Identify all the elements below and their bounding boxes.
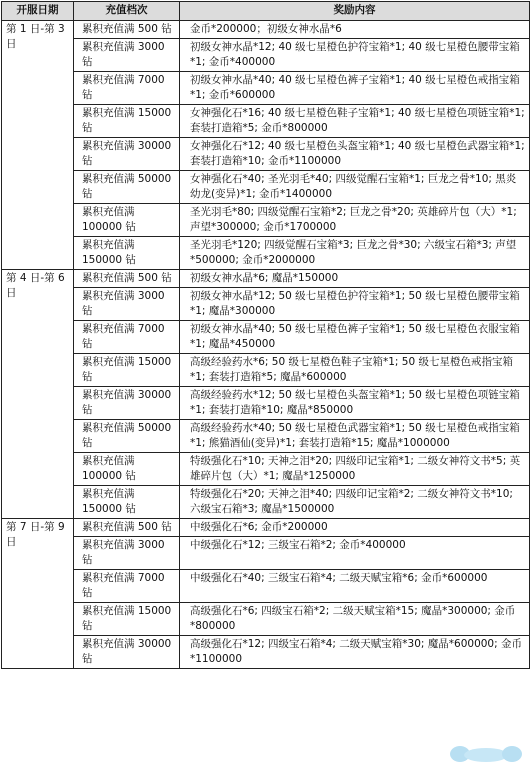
open-date-cell: 第 7 日-第 9 日 (2, 519, 74, 669)
tier-cell: 累积充值满 3000 钻 (74, 288, 180, 321)
reward-cell: 中级强化石*6; 金币*200000 (180, 519, 530, 537)
reward-cell: 女神强化石*40; 圣光羽毛*40; 四级觉醒石宝箱*1; 巨龙之骨*10; 黑炎幼龙(变异)*1; 金币*1400000 (180, 171, 530, 204)
reward-cell: 中级强化石*12; 三级宝石箱*2; 金币*400000 (180, 537, 530, 570)
reward-cell: 金币*200000；初级女神水晶*6 (180, 21, 530, 39)
table-row (2, 39, 530, 72)
header-reward: 奖励内容 (180, 2, 530, 21)
tier-cell: 累积充值满 150000 钻 (74, 237, 180, 270)
table-row (2, 636, 530, 669)
table-row (2, 21, 530, 39)
tier-cell: 累积充值满 100000 钻 (74, 204, 180, 237)
reward-table (1, 1, 530, 669)
header-tier: 充值档次 (74, 2, 180, 21)
table-row (2, 354, 530, 387)
reward-cell: 初级女神水晶*40; 40 级七星橙色裤子宝箱*1; 40 级七星橙色戒指宝箱*1; 金币*600000 (180, 72, 530, 105)
tier-cell: 累积充值满 7000 钻 (74, 72, 180, 105)
table-row (2, 486, 530, 519)
header-row (2, 2, 530, 21)
open-date-cell: 第 4 日-第 6 日 (2, 270, 74, 519)
reward-cell: 高级经验药水*12; 50 级七星橙色头盔宝箱*1; 50 级七星橙色项链宝箱*1; 套装打造箱*10; 魔晶*850000 (180, 387, 530, 420)
reward-cell: 女神强化石*12; 40 级七星橙色头盔宝箱*1; 40 级七星橙色武器宝箱*1; 套装打造箱*10; 金币*1100000 (180, 138, 530, 171)
tier-cell: 累积充值满 500 钻 (74, 519, 180, 537)
table-row (2, 570, 530, 603)
reward-cell: 特级强化石*10; 天神之泪*20; 四级印记宝箱*1; 二级女神符文书*5; 英雄碎片包（大）*1; 魔晶*1250000 (180, 453, 530, 486)
header-date: 开服日期 (2, 2, 74, 21)
table-row (2, 420, 530, 453)
reward-cell: 高级经验药水*6; 50 级七星橙色鞋子宝箱*1; 50 级七星橙色戒指宝箱*1; 套装打造箱*5; 魔晶*600000 (180, 354, 530, 387)
table-row (2, 270, 530, 288)
reward-cell: 圣光羽毛*120; 四级觉醒石宝箱*3; 巨龙之骨*30; 六级宝石箱*3; 声望*500000; 金币*2000000 (180, 237, 530, 270)
tier-cell: 累积充值满 500 钻 (74, 270, 180, 288)
table-row (2, 105, 530, 138)
table-row (2, 72, 530, 105)
tier-cell: 累积充值满 15000 钻 (74, 603, 180, 636)
reward-cell: 圣光羽毛*80; 四级觉醒石宝箱*2; 巨龙之骨*20; 英雄碎片包（大）*1; 声望*300000; 金币*1700000 (180, 204, 530, 237)
tier-cell: 累积充值满 30000 钻 (74, 387, 180, 420)
tier-cell: 累积充值满 50000 钻 (74, 420, 180, 453)
reward-cell: 初级女神水晶*40; 50 级七星橙色裤子宝箱*1; 50 级七星橙色衣服宝箱*1; 魔晶*450000 (180, 321, 530, 354)
reward-cell: 初级女神水晶*12; 50 级七星橙色护符宝箱*1; 50 级七星橙色腰带宝箱*1; 魔晶*300000 (180, 288, 530, 321)
tier-cell: 累积充值满 7000 钻 (74, 321, 180, 354)
table-row (2, 237, 530, 270)
table-row (2, 288, 530, 321)
table-row (2, 519, 530, 537)
reward-cell: 高级强化石*6; 四级宝石箱*2; 二级天赋宝箱*15; 魔晶*300000; 金币*800000 (180, 603, 530, 636)
table-row (2, 171, 530, 204)
tier-cell: 累积充值满 50000 钻 (74, 171, 180, 204)
reward-cell: 高级强化石*12; 四级宝石箱*4; 二级天赋宝箱*30; 魔晶*600000; 金币*1100000 (180, 636, 530, 669)
tier-cell: 累积充值满 150000 钻 (74, 486, 180, 519)
reward-cell: 特级强化石*20; 天神之泪*40; 四级印记宝箱*2; 二级女神符文书*10; 六级宝石箱*3; 魔晶*1500000 (180, 486, 530, 519)
table-row (2, 453, 530, 486)
table-row (2, 537, 530, 570)
tier-cell: 累积充值满 3000 钻 (74, 39, 180, 72)
tier-cell: 累积充值满 100000 钻 (74, 453, 180, 486)
reward-cell: 初级女神水晶*12; 40 级七星橙色护符宝箱*1; 40 级七星橙色腰带宝箱*1; 金币*400000 (180, 39, 530, 72)
table-row (2, 321, 530, 354)
open-date-cell: 第 1 日-第 3 日 (2, 21, 74, 270)
table-row (2, 138, 530, 171)
reward-cell: 女神强化石*16; 40 级七星橙色鞋子宝箱*1; 40 级七星橙色项链宝箱*1; 套装打造箱*5; 金币*800000 (180, 105, 530, 138)
site-logo-watermark (446, 743, 524, 765)
tier-cell: 累积充值满 30000 钻 (74, 138, 180, 171)
table-row (2, 387, 530, 420)
reward-cell: 高级经验药水*40; 50 级七星橙色武器宝箱*1; 50 级七星橙色戒指宝箱*1; 熊猫酒仙(变异)*1; 套装打造箱*15; 魔晶*1000000 (180, 420, 530, 453)
tier-cell: 累积充值满 7000 钻 (74, 570, 180, 603)
table-row (2, 603, 530, 636)
tier-cell: 累积充值满 15000 钻 (74, 354, 180, 387)
tier-cell: 累积充值满 15000 钻 (74, 105, 180, 138)
tier-cell: 累积充值满 30000 钻 (74, 636, 180, 669)
tier-cell: 累积充值满 3000 钻 (74, 537, 180, 570)
reward-cell: 初级女神水晶*6; 魔晶*150000 (180, 270, 530, 288)
tier-cell: 累积充值满 500 钻 (74, 21, 180, 39)
table-row (2, 204, 530, 237)
reward-cell: 中级强化石*40; 三级宝石箱*4; 二级天赋宝箱*6; 金币*600000 (180, 570, 530, 603)
